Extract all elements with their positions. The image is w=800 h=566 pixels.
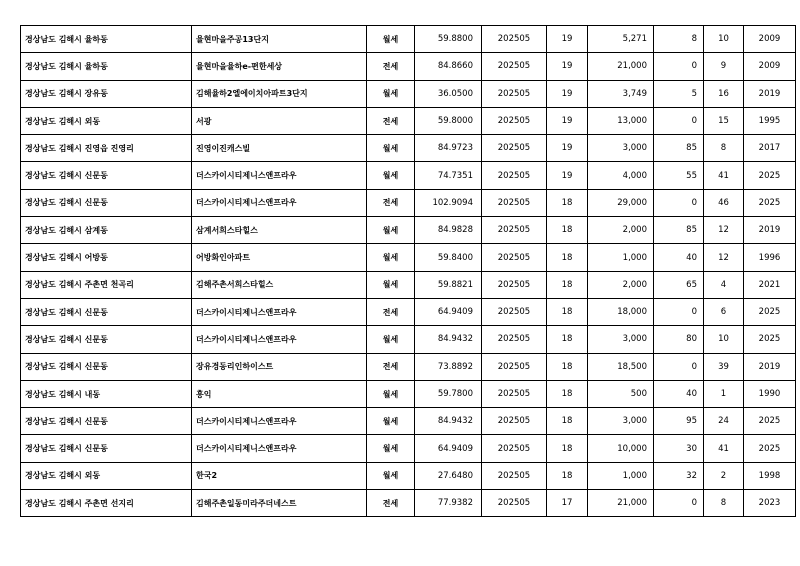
contract-month-cell: 202505	[482, 435, 547, 462]
deposit-cell: 18,000	[588, 298, 654, 325]
deposit-cell: 13,000	[588, 107, 654, 134]
contract-day-cell: 19	[547, 107, 588, 134]
contract-month-cell: 202505	[482, 462, 547, 489]
lease-type-cell: 월세	[367, 271, 415, 298]
monthly-rent-cell: 40	[654, 380, 704, 407]
monthly-rent-cell: 85	[654, 217, 704, 244]
region-cell: 경상남도 김해시 내동	[21, 380, 192, 407]
apartment-name-cell: 한국2	[192, 462, 367, 489]
apartment-name-cell: 더스카이시티제니스앤프라우	[192, 408, 367, 435]
floor-cell: 15	[704, 107, 744, 134]
monthly-rent-cell: 30	[654, 435, 704, 462]
table-row	[21, 80, 796, 107]
monthly-rent-cell: 65	[654, 271, 704, 298]
build-year-cell: 2009	[744, 53, 796, 80]
area-cell: 84.9432	[415, 326, 482, 353]
build-year-cell: 2009	[744, 26, 796, 53]
area-cell: 59.7800	[415, 380, 482, 407]
contract-day-cell: 18	[547, 435, 588, 462]
region-cell: 경상남도 김해시 외동	[21, 462, 192, 489]
build-year-cell: 1996	[744, 244, 796, 271]
contract-day-cell: 19	[547, 135, 588, 162]
deposit-cell: 5,271	[588, 26, 654, 53]
area-cell: 84.9723	[415, 135, 482, 162]
floor-cell: 46	[704, 189, 744, 216]
table-row	[21, 462, 796, 489]
build-year-cell: 2023	[744, 490, 796, 517]
build-year-cell: 2025	[744, 435, 796, 462]
deposit-cell: 3,749	[588, 80, 654, 107]
area-cell: 59.8800	[415, 26, 482, 53]
floor-cell: 24	[704, 408, 744, 435]
region-cell: 경상남도 김해시 어방동	[21, 244, 192, 271]
contract-day-cell: 18	[547, 298, 588, 325]
lease-type-cell: 전세	[367, 298, 415, 325]
lease-type-cell: 월세	[367, 380, 415, 407]
monthly-rent-cell: 0	[654, 490, 704, 517]
region-cell: 경상남도 김해시 장유동	[21, 80, 192, 107]
monthly-rent-cell: 0	[654, 353, 704, 380]
contract-month-cell: 202505	[482, 353, 547, 380]
area-cell: 77.9382	[415, 490, 482, 517]
region-cell: 경상남도 김해시 율하동	[21, 53, 192, 80]
apartment-name-cell: 율현마을율하e-편한세상	[192, 53, 367, 80]
build-year-cell: 2025	[744, 189, 796, 216]
table-row	[21, 326, 796, 353]
deposit-cell: 1,000	[588, 462, 654, 489]
rent-transactions-table	[20, 25, 796, 517]
contract-day-cell: 18	[547, 244, 588, 271]
contract-day-cell: 18	[547, 353, 588, 380]
lease-type-cell: 전세	[367, 189, 415, 216]
floor-cell: 8	[704, 135, 744, 162]
deposit-cell: 21,000	[588, 53, 654, 80]
contract-month-cell: 202505	[482, 162, 547, 189]
build-year-cell: 2021	[744, 271, 796, 298]
table-row	[21, 271, 796, 298]
floor-cell: 12	[704, 244, 744, 271]
region-cell: 경상남도 김해시 신문동	[21, 162, 192, 189]
area-cell: 102.9094	[415, 189, 482, 216]
lease-type-cell: 월세	[367, 26, 415, 53]
contract-day-cell: 18	[547, 189, 588, 216]
contract-day-cell: 18	[547, 462, 588, 489]
area-cell: 84.8660	[415, 53, 482, 80]
table-row	[21, 135, 796, 162]
deposit-cell: 500	[588, 380, 654, 407]
lease-type-cell: 월세	[367, 435, 415, 462]
contract-month-cell: 202505	[482, 26, 547, 53]
lease-type-cell: 월세	[367, 462, 415, 489]
monthly-rent-cell: 95	[654, 408, 704, 435]
apartment-name-cell: 더스카이시티제니스앤프라우	[192, 189, 367, 216]
deposit-cell: 18,500	[588, 353, 654, 380]
floor-cell: 41	[704, 435, 744, 462]
build-year-cell: 1995	[744, 107, 796, 134]
contract-month-cell: 202505	[482, 107, 547, 134]
deposit-cell: 2,000	[588, 271, 654, 298]
apartment-name-cell: 장유경동리인하이스트	[192, 353, 367, 380]
contract-day-cell: 18	[547, 326, 588, 353]
floor-cell: 39	[704, 353, 744, 380]
table-row	[21, 26, 796, 53]
floor-cell: 6	[704, 298, 744, 325]
build-year-cell: 2019	[744, 80, 796, 107]
build-year-cell: 1990	[744, 380, 796, 407]
apartment-name-cell: 김해주촌서희스타힐스	[192, 271, 367, 298]
build-year-cell: 1998	[744, 462, 796, 489]
region-cell: 경상남도 김해시 신문동	[21, 189, 192, 216]
build-year-cell: 2019	[744, 217, 796, 244]
apartment-name-cell: 서광	[192, 107, 367, 134]
floor-cell: 1	[704, 380, 744, 407]
table-row	[21, 244, 796, 271]
lease-type-cell: 월세	[367, 326, 415, 353]
region-cell: 경상남도 김해시 주촌면 천곡리	[21, 271, 192, 298]
area-cell: 74.7351	[415, 162, 482, 189]
build-year-cell: 2017	[744, 135, 796, 162]
floor-cell: 12	[704, 217, 744, 244]
region-cell: 경상남도 김해시 진영읍 진영리	[21, 135, 192, 162]
contract-month-cell: 202505	[482, 217, 547, 244]
deposit-cell: 3,000	[588, 408, 654, 435]
deposit-cell: 29,000	[588, 189, 654, 216]
contract-day-cell: 19	[547, 26, 588, 53]
region-cell: 경상남도 김해시 율하동	[21, 26, 192, 53]
table-row	[21, 380, 796, 407]
build-year-cell: 2025	[744, 162, 796, 189]
table-row	[21, 189, 796, 216]
lease-type-cell: 월세	[367, 244, 415, 271]
floor-cell: 16	[704, 80, 744, 107]
build-year-cell: 2025	[744, 408, 796, 435]
monthly-rent-cell: 32	[654, 462, 704, 489]
apartment-name-cell: 더스카이시티제니스앤프라우	[192, 162, 367, 189]
monthly-rent-cell: 8	[654, 26, 704, 53]
region-cell: 경상남도 김해시 신문동	[21, 353, 192, 380]
area-cell: 36.0500	[415, 80, 482, 107]
apartment-name-cell: 김해주촌일동미라주더네스트	[192, 490, 367, 517]
region-cell: 경상남도 김해시 신문동	[21, 298, 192, 325]
apartment-name-cell: 진영이진캐스빌	[192, 135, 367, 162]
apartment-name-cell: 더스카이시티제니스앤프라우	[192, 326, 367, 353]
table-row	[21, 217, 796, 244]
table-body	[21, 26, 796, 517]
contract-month-cell: 202505	[482, 380, 547, 407]
table-row	[21, 408, 796, 435]
build-year-cell: 2025	[744, 298, 796, 325]
apartment-name-cell: 삼계서희스타힐스	[192, 217, 367, 244]
contract-day-cell: 18	[547, 217, 588, 244]
apartment-name-cell: 율현마을주공13단지	[192, 26, 367, 53]
contract-month-cell: 202505	[482, 135, 547, 162]
deposit-cell: 4,000	[588, 162, 654, 189]
monthly-rent-cell: 80	[654, 326, 704, 353]
deposit-cell: 3,000	[588, 326, 654, 353]
floor-cell: 2	[704, 462, 744, 489]
apartment-name-cell: 어방화인아파트	[192, 244, 367, 271]
contract-day-cell: 17	[547, 490, 588, 517]
lease-type-cell: 월세	[367, 80, 415, 107]
contract-day-cell: 19	[547, 53, 588, 80]
monthly-rent-cell: 40	[654, 244, 704, 271]
contract-day-cell: 18	[547, 408, 588, 435]
apartment-name-cell: 더스카이시티제니스앤프라우	[192, 298, 367, 325]
area-cell: 59.8821	[415, 271, 482, 298]
floor-cell: 10	[704, 26, 744, 53]
contract-day-cell: 18	[547, 380, 588, 407]
apartment-name-cell: 흥익	[192, 380, 367, 407]
monthly-rent-cell: 0	[654, 189, 704, 216]
deposit-cell: 2,000	[588, 217, 654, 244]
monthly-rent-cell: 5	[654, 80, 704, 107]
contract-day-cell: 19	[547, 80, 588, 107]
apartment-name-cell: 더스카이시티제니스앤프라우	[192, 435, 367, 462]
lease-type-cell: 월세	[367, 135, 415, 162]
region-cell: 경상남도 김해시 외동	[21, 107, 192, 134]
table-row	[21, 298, 796, 325]
deposit-cell: 1,000	[588, 244, 654, 271]
lease-type-cell: 전세	[367, 53, 415, 80]
region-cell: 경상남도 김해시 주촌면 선지리	[21, 490, 192, 517]
floor-cell: 10	[704, 326, 744, 353]
contract-month-cell: 202505	[482, 408, 547, 435]
table-row	[21, 353, 796, 380]
contract-month-cell: 202505	[482, 490, 547, 517]
contract-month-cell: 202505	[482, 326, 547, 353]
area-cell: 73.8892	[415, 353, 482, 380]
contract-day-cell: 19	[547, 162, 588, 189]
build-year-cell: 2019	[744, 353, 796, 380]
deposit-cell: 10,000	[588, 435, 654, 462]
table-row	[21, 162, 796, 189]
area-cell: 84.9432	[415, 408, 482, 435]
contract-month-cell: 202505	[482, 53, 547, 80]
contract-day-cell: 18	[547, 271, 588, 298]
monthly-rent-cell: 0	[654, 107, 704, 134]
region-cell: 경상남도 김해시 신문동	[21, 435, 192, 462]
region-cell: 경상남도 김해시 삼계동	[21, 217, 192, 244]
contract-month-cell: 202505	[482, 244, 547, 271]
floor-cell: 4	[704, 271, 744, 298]
lease-type-cell: 전세	[367, 353, 415, 380]
table-row	[21, 53, 796, 80]
table-row	[21, 107, 796, 134]
contract-month-cell: 202505	[482, 298, 547, 325]
monthly-rent-cell: 0	[654, 298, 704, 325]
lease-type-cell: 월세	[367, 217, 415, 244]
build-year-cell: 2025	[744, 326, 796, 353]
table-row	[21, 435, 796, 462]
monthly-rent-cell: 85	[654, 135, 704, 162]
floor-cell: 8	[704, 490, 744, 517]
monthly-rent-cell: 55	[654, 162, 704, 189]
contract-month-cell: 202505	[482, 80, 547, 107]
area-cell: 59.8400	[415, 244, 482, 271]
region-cell: 경상남도 김해시 신문동	[21, 408, 192, 435]
area-cell: 59.8000	[415, 107, 482, 134]
contract-month-cell: 202505	[482, 271, 547, 298]
deposit-cell: 3,000	[588, 135, 654, 162]
area-cell: 64.9409	[415, 298, 482, 325]
contract-month-cell: 202505	[482, 189, 547, 216]
area-cell: 64.9409	[415, 435, 482, 462]
table-row	[21, 490, 796, 517]
floor-cell: 41	[704, 162, 744, 189]
lease-type-cell: 전세	[367, 490, 415, 517]
area-cell: 27.6480	[415, 462, 482, 489]
region-cell: 경상남도 김해시 신문동	[21, 326, 192, 353]
area-cell: 84.9828	[415, 217, 482, 244]
deposit-cell: 21,000	[588, 490, 654, 517]
lease-type-cell: 월세	[367, 162, 415, 189]
lease-type-cell: 전세	[367, 107, 415, 134]
apartment-name-cell: 김해율하2엘에이치아파트3단지	[192, 80, 367, 107]
monthly-rent-cell: 0	[654, 53, 704, 80]
lease-type-cell: 월세	[367, 408, 415, 435]
floor-cell: 9	[704, 53, 744, 80]
